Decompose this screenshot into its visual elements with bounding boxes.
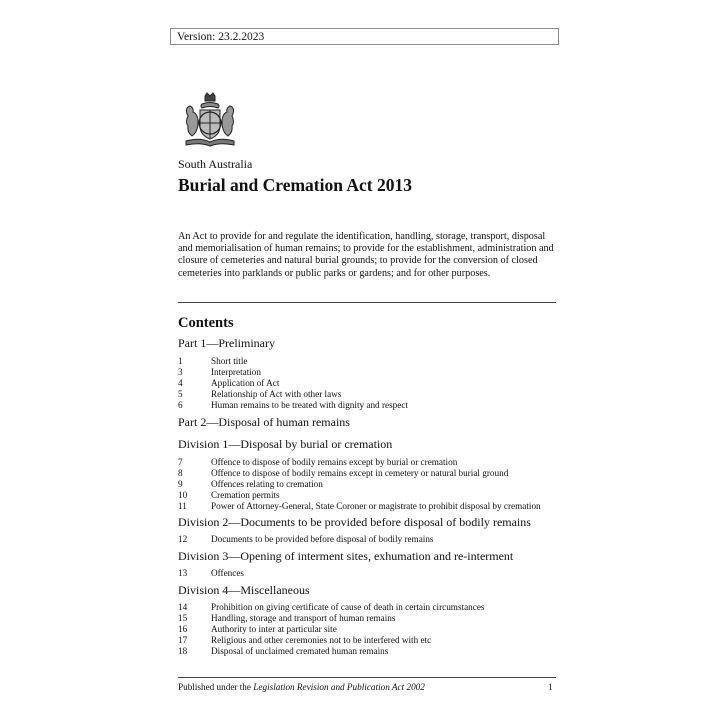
division-heading[interactable]: Division 4—Miscellaneous <box>178 583 310 597</box>
part-heading[interactable]: Part 1—Preliminary <box>178 336 275 350</box>
toc-entry[interactable] <box>178 635 431 645</box>
divider <box>178 302 556 303</box>
division-heading[interactable]: Division 2—Documents to be provided before disposal of bodily remains <box>178 515 531 529</box>
section-number: 6 <box>178 400 183 410</box>
footer-prefix: Published under the <box>178 682 254 692</box>
section-number: 8 <box>178 468 183 478</box>
section-number: 10 <box>178 490 188 500</box>
version-label: Version: 23.2.2023 <box>170 28 559 45</box>
long-title: An Act to provide for and regulate the identification, handling, storage, transport, disposal and memorialisation of human remains; to provide for the establishment, administration and closure of cemeteries and natural burial grounds; to provide for the conversion of closed cemeteries into parklands or public parks or gardens; and for other purposes. <box>178 231 554 279</box>
toc-entry[interactable] <box>178 490 280 500</box>
section-title: Short title <box>211 356 248 366</box>
toc-entry[interactable] <box>178 356 248 366</box>
footer-act-name: Legislation Revision and Publication Act 2002 <box>253 682 425 692</box>
toc-entry[interactable] <box>178 378 279 388</box>
section-number: 7 <box>178 457 183 467</box>
section-number: 4 <box>178 378 183 388</box>
section-title: Cremation permits <box>211 490 280 500</box>
section-title: Interpretation <box>211 367 261 377</box>
toc-entry[interactable] <box>178 602 485 612</box>
act-title: Burial and Cremation Act 2013 <box>178 175 412 195</box>
toc-entry[interactable] <box>178 400 408 410</box>
section-title: Human remains to be treated with dignity and respect <box>211 400 408 410</box>
section-number: 15 <box>178 613 188 623</box>
toc-entry[interactable] <box>178 624 337 634</box>
section-title: Documents to be provided before disposal of bodily remains <box>211 534 434 544</box>
section-title: Disposal of unclaimed cremated human remains <box>211 646 389 656</box>
section-number: 14 <box>178 602 188 612</box>
section-number: 3 <box>178 367 183 377</box>
section-title: Application of Act <box>211 378 280 388</box>
section-number: 11 <box>178 501 187 511</box>
page-number: 1 <box>548 682 553 692</box>
section-number: 16 <box>178 624 188 634</box>
section-title: Authority to inter at particular site <box>211 624 337 634</box>
part-heading[interactable]: Part 2—Disposal of human remains <box>178 415 350 429</box>
toc-entry[interactable] <box>178 534 434 544</box>
section-title: Prohibition on giving certificate of cause of death in certain circumstances <box>211 602 485 612</box>
contents-heading: Contents <box>178 315 234 331</box>
toc-entry[interactable] <box>178 457 457 467</box>
section-title: Relationship of Act with other laws <box>211 389 342 399</box>
section-title: Offence to dispose of bodily remains except by burial or cremation <box>211 457 458 467</box>
section-title: Offences <box>211 568 244 578</box>
toc-entry[interactable] <box>178 367 261 377</box>
toc-entry[interactable] <box>178 501 541 511</box>
section-title: Offences relating to cremation <box>211 479 323 489</box>
section-title: Power of Attorney-General, State Coroner or magistrate to prohibit disposal by cremation <box>211 501 541 511</box>
section-number: 1 <box>178 356 183 366</box>
footer-publication-note <box>178 682 425 692</box>
toc-entry[interactable] <box>178 479 323 489</box>
section-number: 18 <box>178 646 188 656</box>
section-number: 13 <box>178 568 188 578</box>
toc-entry[interactable] <box>178 613 395 623</box>
section-number: 12 <box>178 534 188 544</box>
section-title: Offence to dispose of bodily remains except in cemetery or natural burial ground <box>211 468 509 478</box>
division-heading[interactable]: Division 1—Disposal by burial or cremation <box>178 437 393 451</box>
jurisdiction: South Australia <box>178 157 253 171</box>
section-number: 5 <box>178 389 183 399</box>
section-number: 17 <box>178 635 188 645</box>
section-number: 9 <box>178 479 183 489</box>
division-heading[interactable]: Division 3—Opening of interment sites, exhumation and re-interment <box>178 549 514 563</box>
toc-entry[interactable] <box>178 468 508 478</box>
section-title: Handling, storage and transport of human remains <box>211 613 396 623</box>
section-title: Religious and other ceremonies not to be interfered with etc <box>211 635 432 645</box>
coat-of-arms-icon <box>180 92 240 148</box>
footer-divider <box>178 677 556 678</box>
toc-entry[interactable] <box>178 646 388 656</box>
toc-entry[interactable] <box>178 389 341 399</box>
toc-entry[interactable] <box>178 568 244 578</box>
